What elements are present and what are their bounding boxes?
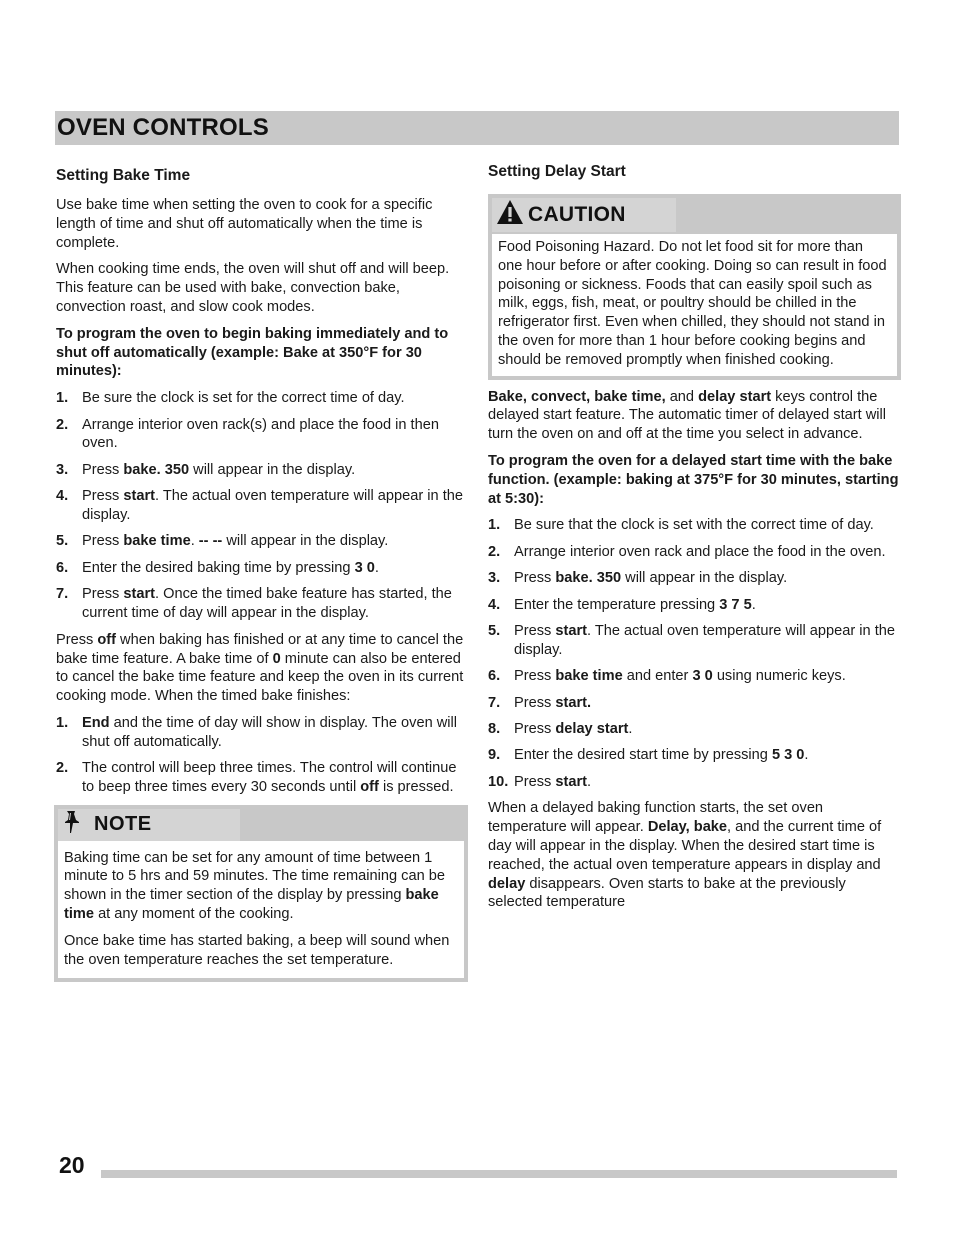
list-item: [488, 516, 900, 535]
delay-keys-paragraph: Bake, convect, bake time, and delay start keys control the delayed start feature. The automatic timer of delayed start will turn the oven on and off at the time you select in advance.: [488, 388, 887, 443]
pushpin-icon: [64, 809, 82, 841]
note-box: [54, 805, 468, 983]
list-item: [488, 596, 900, 615]
bold-text: bake. 350: [123, 461, 190, 478]
step-number: 2.: [488, 543, 501, 560]
delay-final-paragraph: When a delayed baking function starts, the set oven temperature will appear. Delay, bake, and the current time of day will appear in the display. When the desired start time is reached, the actual oven temperature appears in display and delay disappears. Oven starts to bake at the previously selected temperature: [488, 800, 882, 911]
caution-box: [488, 194, 901, 380]
page-number: 20: [59, 1152, 85, 1178]
step-number: 2.: [56, 416, 69, 433]
step-number: 5.: [488, 622, 501, 639]
list-item: [56, 759, 466, 797]
step-text: Press start. The actual oven temperature will appear in the display.: [514, 622, 896, 658]
step-number: 1.: [488, 517, 501, 534]
bold-text: 0: [272, 650, 281, 667]
note-label: NOTE: [94, 813, 152, 836]
bold-text: start: [555, 622, 587, 639]
note-paragraph-2: Once bake time has started baking, a beep will sound when the oven temperature reaches the set temperature.: [64, 932, 450, 968]
bake-time-program-heading: To program the oven to begin baking immediately and to shut off automatically (example: Bake at 350°F for 30 minutes):: [56, 325, 449, 380]
step-number: 7.: [488, 694, 501, 711]
bold-text: bake time: [64, 887, 439, 923]
step-text: Press start. Once the timed bake feature has started, the current time of day will appear in the display.: [82, 586, 452, 621]
list-item: [56, 487, 466, 525]
note-paragraph-1: Baking time can be set for any amount of time between 1 minute to 5 hrs and 59 minutes. The time remaining can be shown in the timer section of the display by pressing bake time at any moment of the cooking.: [64, 849, 445, 923]
step-text: Arrange interior oven rack(s) and place the food in then oven.: [82, 416, 439, 452]
step-text: Be sure the clock is set for the correct time of day.: [82, 390, 405, 407]
bold-text: bake. 350: [555, 570, 622, 587]
bold-text: bake time: [555, 668, 623, 685]
delay-program-heading: To program the oven for a delayed start time with the bake function. (example: baking at 375°F for 30 minutes, starting at 5:30):: [488, 452, 899, 507]
step-number: 8.: [488, 720, 501, 737]
bold-text: 3 0: [354, 559, 375, 576]
step-number: 4.: [56, 488, 69, 505]
left-column: [56, 166, 466, 982]
list-item: [488, 773, 900, 792]
list-item: [488, 746, 900, 765]
bold-text: delay start: [555, 720, 629, 737]
step-number: 3.: [488, 570, 501, 587]
footer-bar: [101, 1170, 897, 1178]
bold-text: 3 0: [692, 668, 713, 685]
page-title: OVEN CONTROLS: [57, 114, 269, 141]
list-item: [488, 569, 900, 588]
bold-text: start: [555, 773, 587, 790]
step-number: 9.: [488, 747, 501, 764]
bold-text: 3 7 5: [719, 596, 752, 613]
warning-triangle-icon: [496, 199, 524, 231]
caution-header: [492, 198, 676, 232]
bold-text: start.: [555, 694, 592, 711]
step-number: 4.: [488, 596, 501, 613]
step-text: Enter the desired start time by pressing 5 3 0.: [514, 747, 809, 764]
step-text: End and the time of day will show in display. The oven will shut off automatically.: [82, 714, 458, 750]
bake-time-steps: [56, 389, 466, 623]
caution-body: [492, 234, 897, 376]
bake-time-finish-steps: [56, 714, 466, 797]
bold-text: -- --: [198, 533, 223, 550]
bold-text: start: [123, 488, 155, 505]
bold-text: off: [360, 778, 379, 795]
bold-text: delay: [488, 875, 526, 892]
list-item: [56, 416, 466, 454]
step-text: Press delay start.: [514, 720, 633, 737]
step-number: 10.: [488, 773, 509, 790]
delay-start-steps: [488, 516, 900, 791]
step-number: 1.: [56, 390, 69, 407]
bold-text: 5 3 0: [771, 747, 805, 764]
step-text: Press bake time and enter 3 0 using numeric keys.: [514, 668, 846, 685]
bold-text: End: [82, 714, 110, 731]
step-text: Press start.: [514, 773, 592, 790]
header-bar: [55, 111, 899, 145]
list-item: [56, 389, 466, 408]
list-item: [488, 543, 900, 562]
step-text: Be sure that the clock is set with the correct time of day.: [514, 517, 874, 534]
list-item: [488, 667, 900, 686]
list-item: [488, 694, 900, 713]
step-text: Press start.: [514, 694, 592, 711]
list-item: [56, 714, 466, 752]
step-text: Press bake. 350 will appear in the display.: [514, 570, 788, 587]
bold-text: start: [123, 586, 155, 603]
delay-start-heading: Setting Delay Start: [488, 163, 626, 180]
step-text: Enter the temperature pressing 3 7 5.: [514, 596, 756, 613]
bold-text: Delay, bake: [647, 819, 728, 836]
list-item: [56, 585, 466, 623]
step-text: Enter the desired baking time by pressing 3 0.: [82, 559, 379, 576]
step-number: 3.: [56, 461, 69, 478]
bold-text: off: [97, 631, 116, 648]
step-text: Arrange interior oven rack and place the food in the oven.: [514, 543, 886, 560]
bold-text: delay start: [698, 388, 772, 405]
list-item: [488, 720, 900, 739]
caution-text: Food Poisoning Hazard. Do not let food sit for more than one hour before or after cooking. Doing so can result in food poisoning or sickness. Foods that can easily spoil such as milk, eggs, fish, meat, or poultry should be chilled in the refrigerator first. Even when chilled, they should not stand in the oven for more than 1 hour before cooking begins and should be removed promptly when finished cooking.: [498, 239, 887, 368]
list-item: [56, 461, 466, 480]
note-body: [58, 841, 464, 979]
bake-time-intro-2: When cooking time ends, the oven will shut off and will beep. This feature can be used with bake, convection bake, convection roast, and slow cook modes.: [56, 261, 450, 315]
right-column: [488, 162, 900, 920]
bake-time-heading: Setting Bake Time: [56, 167, 191, 184]
bold-text: Bake, convect, bake time,: [488, 388, 666, 405]
step-number: 6.: [488, 668, 501, 685]
step-text: Press bake time. -- -- will appear in the display.: [82, 533, 389, 550]
caution-label: CAUTION: [528, 202, 626, 226]
bold-text: bake time: [123, 533, 191, 550]
note-header: [58, 809, 240, 841]
list-item: [56, 532, 466, 551]
list-item: [488, 622, 900, 660]
bake-time-intro-1: Use bake time when setting the oven to cook for a specific length of time and shut off automatically when the time is complete.: [56, 197, 433, 251]
step-text: Press start. The actual oven temperature will appear in the display.: [82, 488, 464, 523]
step-text: The control will beep three times. The control will continue to beep three times every 30 seconds until off is pressed.: [82, 760, 457, 795]
step-number: 1.: [56, 714, 69, 731]
step-number: 7.: [56, 586, 69, 603]
step-number: 2.: [56, 760, 69, 777]
step-number: 5.: [56, 533, 69, 550]
bake-time-off-paragraph: Press off when baking has finished or at any time to cancel the bake time feature. A bake time of 0 minute can also be entered to cancel the bake time feature and keep the oven in its current cooking mode. When the timed bake finishes:: [56, 631, 464, 705]
list-item: [56, 559, 466, 578]
step-text: Press bake. 350 will appear in the display.: [82, 461, 356, 478]
step-number: 6.: [56, 559, 69, 576]
